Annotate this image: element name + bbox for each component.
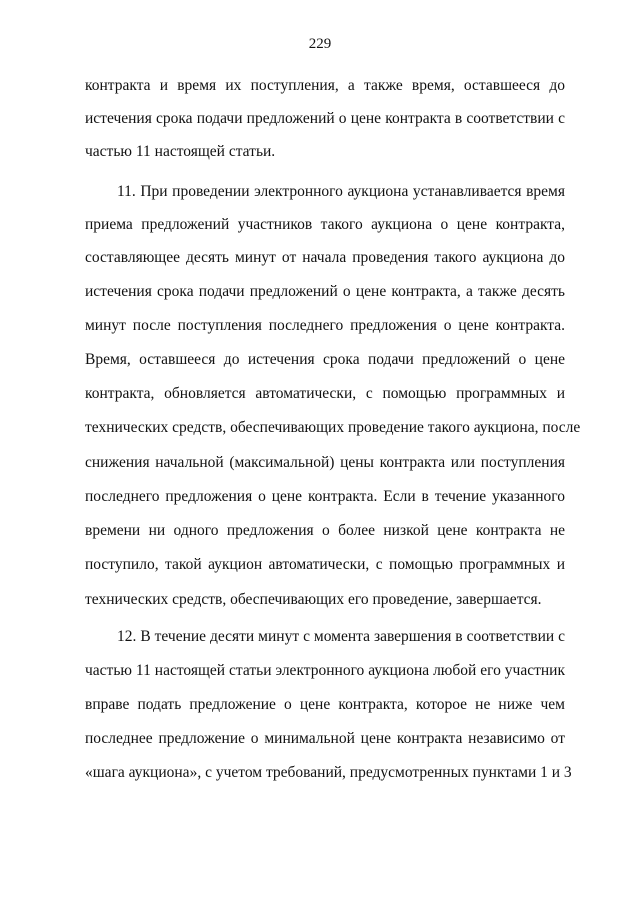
text-line: времени ни одного предложения о более низкой цене контракта не <box>85 522 565 539</box>
paragraph-start-line: 12. В течение десяти минут с момента завершения в соответствии с <box>117 628 565 645</box>
page-number: 229 <box>308 36 332 52</box>
text-line: частью 11 настоящей статьи. <box>85 143 276 160</box>
text-line: истечения срока подачи предложений о цене контракта в соответствии с <box>85 110 565 127</box>
text-line: последнее предложение о минимальной цене контракта независимо от <box>85 730 565 747</box>
text-line: «шага аукциона», с учетом требований, предусмотренных пунктами 1 и 3 <box>85 764 572 781</box>
text-line: контракта и время их поступления, а также время, оставшееся до <box>85 77 565 94</box>
text-line: поступило, такой аукцион автоматически, с помощью программных и <box>85 556 565 573</box>
text-line: вправе подать предложение о цене контракта, которое не ниже чем <box>85 696 565 713</box>
text-line: истечения срока подачи предложений о цене контракта, а также десять <box>85 283 565 300</box>
text-line: приема предложений участников такого аукциона о цене контракта, <box>85 216 565 233</box>
text-line: снижения начальной (максимальной) цены контракта или поступления <box>85 454 565 471</box>
paragraph-start-line: 11. При проведении электронного аукциона устанавливается время <box>117 183 565 200</box>
text-line: составляющее десять минут от начала проведения такого аукциона до <box>85 249 565 266</box>
text-line: контракта, обновляется автоматически, с помощью программных и <box>85 385 565 402</box>
text-line: последнего предложения о цене контракта. Если в течение указанного <box>85 488 565 505</box>
text-line: Время, оставшееся до истечения срока подачи предложений о цене <box>85 351 565 368</box>
text-line: технических средств, обеспечивающих проведение такого аукциона, после <box>85 419 581 436</box>
text-line: частью 11 настоящей статьи электронного аукциона любой его участник <box>85 662 565 679</box>
text-line: технических средств, обеспечивающих его проведение, завершается. <box>85 591 542 608</box>
text-line: минут после поступления последнего предложения о цене контракта. <box>85 317 565 334</box>
